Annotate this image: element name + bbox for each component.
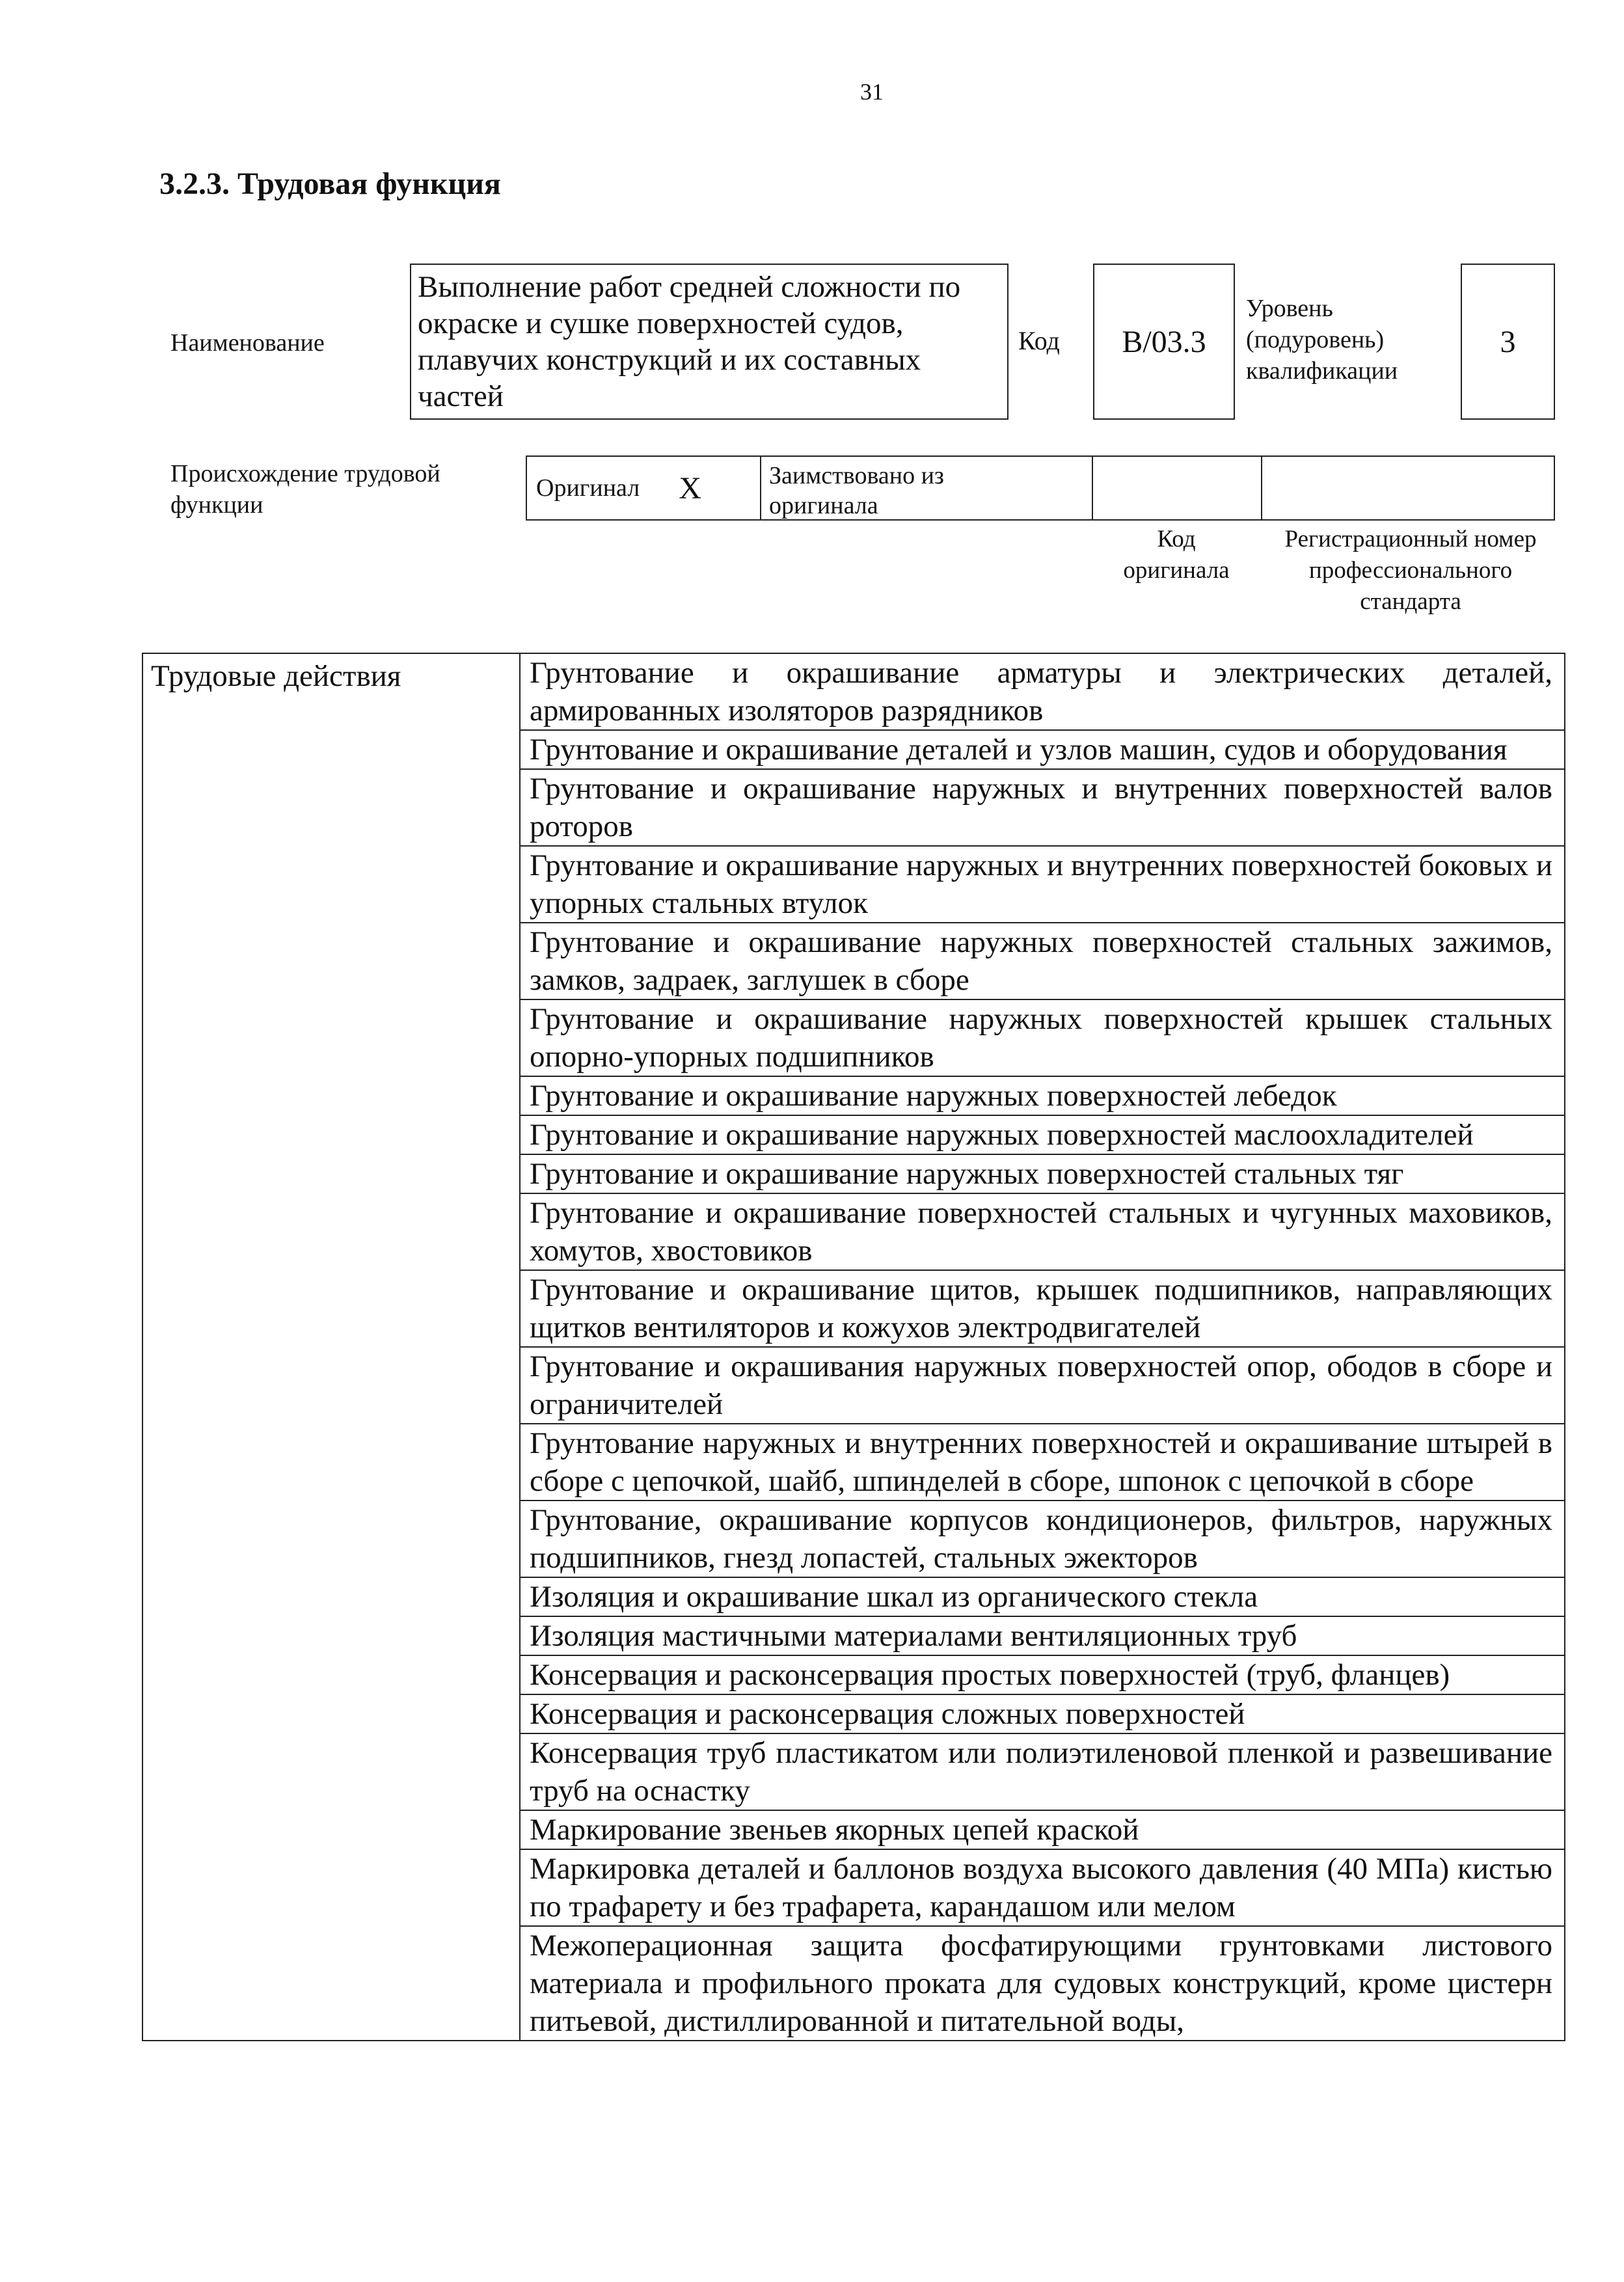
name-label: Наименование <box>170 329 325 357</box>
labor-action-row: Грунтование и окрашивание щитов, крышек подшипников, направляющих щитков вентиляторов и кожухов электродвигателей <box>521 1271 1564 1348</box>
labor-actions-list <box>521 654 1564 2040</box>
labor-action-row: Консервация труб пластикатом или полиэтиленовой пленкой и развешивание труб на оснастку <box>521 1734 1564 1811</box>
origin-table <box>526 455 1555 521</box>
code-label: Код <box>1018 326 1060 355</box>
qualification-level-label <box>1246 293 1398 387</box>
caption-line: стандарта <box>1360 588 1461 615</box>
function-name-box: Выполнение работ средней сложности по окраске и сушке поверхностей судов, плавучих конструкций и их составных частей <box>410 264 1008 420</box>
original-label: Оригинал <box>536 474 640 502</box>
labor-action-row: Консервация и расконсервация сложных поверхностей <box>521 1695 1564 1734</box>
labor-action-row: Грунтование и окрашивание наружных поверхностей стальных зажимов, замков, задраек, заглушек в сборе <box>521 923 1564 1000</box>
level-label-line: (подуровень) <box>1246 326 1385 353</box>
labor-action-row: Грунтование и окрашивание наружных и внутренних поверхностей боковых и упорных стальных втулок <box>521 847 1564 923</box>
labor-action-row: Грунтование и окрашивание наружных поверхностей крышек стальных опорно-упорных подшипников <box>521 1000 1564 1077</box>
original-code-cell <box>1093 457 1262 519</box>
borrowed-cell <box>761 457 1093 519</box>
original-cell <box>527 457 761 519</box>
labor-action-row: Грунтование и окрашивание деталей и узлов машин, судов и оборудования <box>521 731 1564 770</box>
original-mark: X <box>679 470 701 506</box>
borrowed-label-line: Заимствовано из <box>769 462 944 489</box>
registration-number-cell <box>1262 457 1554 519</box>
labor-action-row: Грунтование и окрашивание поверхностей стальных и чугунных маховиков, хомутов, хвостовиков <box>521 1194 1564 1271</box>
caption-line: Регистрационный номер <box>1284 526 1537 552</box>
registration-number-caption <box>1261 524 1560 618</box>
labor-action-row: Грунтование и окрашивание арматуры и электрических деталей, армированных изоляторов разрядников <box>521 654 1564 731</box>
caption-line: профессионального <box>1308 557 1513 584</box>
origin-label <box>170 458 440 521</box>
caption-line: Код <box>1157 526 1196 552</box>
labor-actions-table <box>142 653 1565 2041</box>
qualification-level-box: 3 <box>1461 264 1555 420</box>
borrowed-label-line: оригинала <box>769 492 878 519</box>
labor-action-row: Грунтование и окрашивание наружных поверхностей стальных тяг <box>521 1155 1564 1194</box>
labor-action-row: Грунтование и окрашивания наружных поверхностей опор, ободов в сборе и ограничителей <box>521 1348 1564 1424</box>
labor-action-row: Межоперационная защита фосфатирующими грунтовками листового материала и профильного проката для судовых конструкций, кроме цистерн питьевой, дистиллированной и питательной воды, <box>530 1929 1552 2038</box>
labor-action-row: Грунтование и окрашивание наружных поверхностей лебедок <box>521 1077 1564 1116</box>
section-title: 3.2.3. Трудовая функция <box>159 167 501 201</box>
labor-action-row: Маркирование звеньев якорных цепей краской <box>521 1811 1564 1850</box>
labor-action-row: Изоляция и окрашивание шкал из органического стекла <box>521 1578 1564 1617</box>
labor-action-row: Грунтование наружных и внутренних поверхностей и окрашивание штырей в сборе с цепочкой, шайб, шпинделей в сборе, шпонок с цепочкой в сборе <box>521 1424 1564 1501</box>
labor-action-row: Грунтование и окрашивание наружных поверхностей маслоохладителей <box>521 1116 1564 1155</box>
original-code-caption <box>1092 524 1261 586</box>
labor-action-row: Маркировка деталей и баллонов воздуха высокого давления (40 МПа) кистью по трафарету и без трафарета, карандашом или мелом <box>521 1850 1564 1927</box>
labor-action-row: Грунтование, окрашивание корпусов кондиционеров, фильтров, наружных подшипников, гнезд лопастей, стальных эжекторов <box>521 1501 1564 1578</box>
code-value-box: B/03.3 <box>1093 264 1235 420</box>
labor-action-row: Изоляция мастичными материалами вентиляционных труб <box>521 1617 1564 1656</box>
labor-action-row: Грунтование и окрашивание наружных и внутренних поверхностей валов роторов <box>521 770 1564 847</box>
labor-actions-label: Трудовые действия <box>143 654 521 2040</box>
origin-label-line: Происхождение трудовой <box>170 460 440 487</box>
level-label-line: Уровень <box>1246 295 1333 322</box>
caption-line: оригинала <box>1123 557 1230 584</box>
labor-action-row: Консервация и расконсервация простых поверхностей (труб, фланцев) <box>521 1656 1564 1695</box>
page-number: 31 <box>860 79 884 105</box>
level-label-line: квалификации <box>1246 357 1398 385</box>
origin-label-line: функции <box>170 491 264 519</box>
